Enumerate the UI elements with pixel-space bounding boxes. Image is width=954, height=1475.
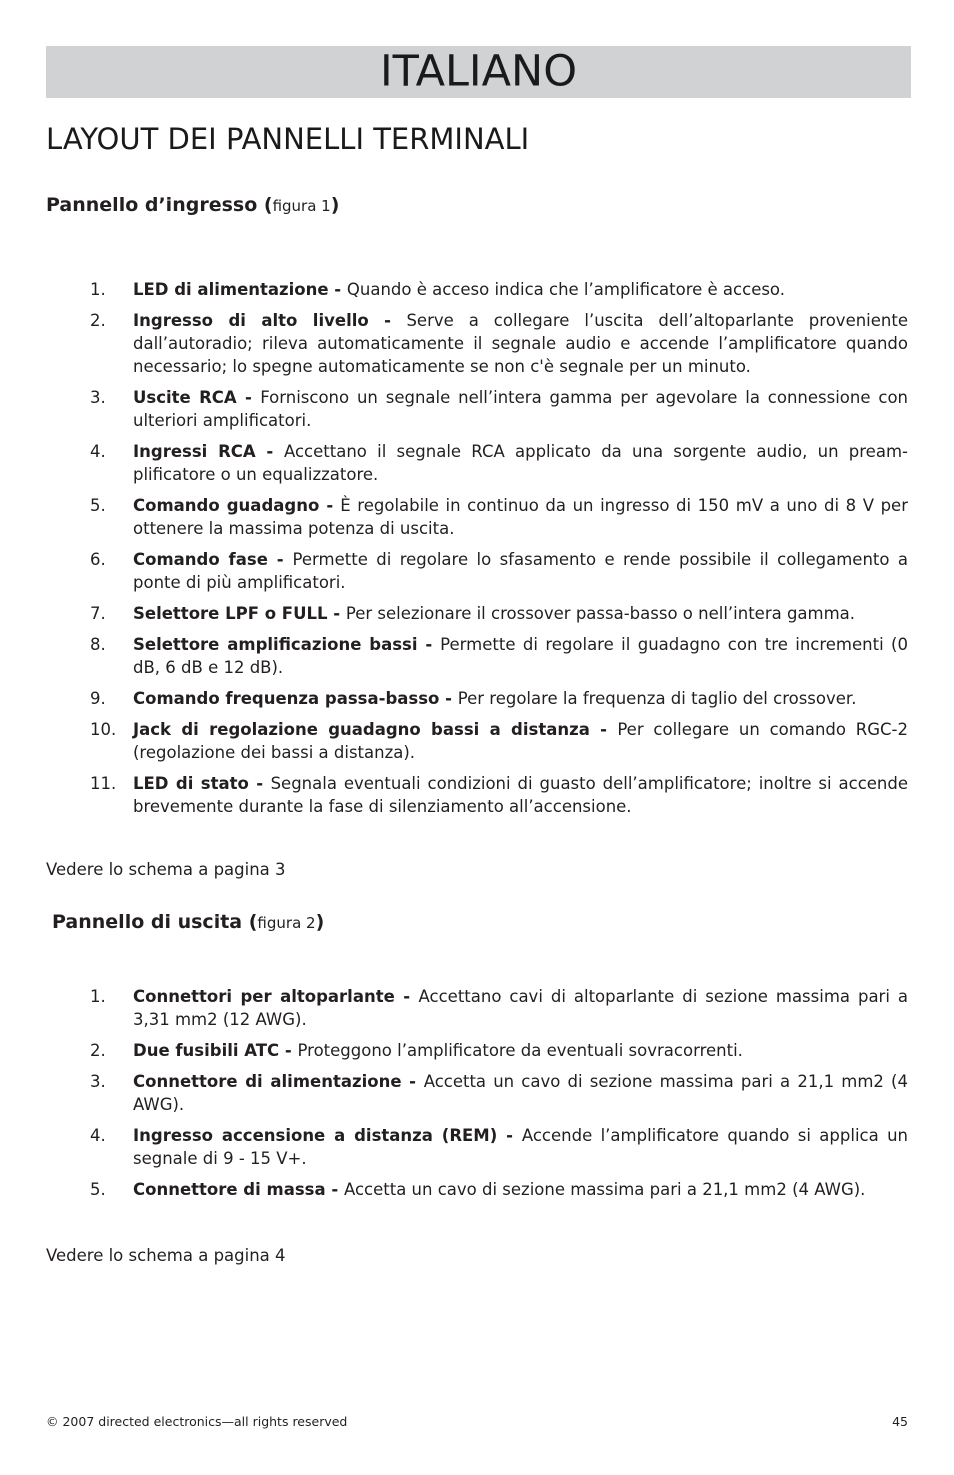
item-text: Permette di regolare il guadagno con tre incrementi (0 dB, 6 dB e 12 dB). (133, 635, 908, 677)
list-item (46, 772, 908, 818)
item-number: 5. (90, 1180, 106, 1199)
item-label: Comando fase - (133, 550, 293, 569)
page-title: LAYOUT DEI PANNELLI TERMINALI (46, 122, 530, 156)
item-text: Accende l’amplificatore quando si applica un segnale di 9 - 15 V+. (133, 1126, 908, 1168)
item-text: È regolabile in continuo da un ingresso di 150 mV a uno di 8 V per ottenere la massima potenza di uscita. (133, 496, 908, 538)
item-label: Ingresso accensione a distanza (REM) - (133, 1126, 522, 1145)
list-item (46, 602, 908, 625)
item-text: Accetta un cavo di sezione massima pari a 21,1 mm2 (4 AWG). (343, 1180, 866, 1199)
list-item (46, 1070, 908, 1116)
list-item (46, 494, 908, 540)
item-label: Connettore di massa - (133, 1180, 344, 1199)
item-text: Proteggono l’amplificatore da eventuali sovracorrenti. (297, 1041, 743, 1060)
item-number: 1. (90, 280, 106, 299)
item-label: Ingressi RCA - (133, 442, 284, 461)
output-panel-title-text: Pannello di uscita ( (52, 911, 258, 933)
item-label: LED di stato - (133, 774, 271, 793)
output-panel-title (52, 911, 324, 934)
item-label: Due fusibili ATC - (133, 1041, 298, 1060)
item-label: Comando guadagno - (133, 496, 341, 515)
list-item (46, 309, 908, 378)
list-item (46, 687, 908, 710)
input-panel-title-close: ) (330, 194, 340, 216)
item-number: 6. (90, 550, 106, 569)
list-item (46, 1178, 908, 1201)
output-panel-list (46, 985, 908, 1201)
item-number: 2. (90, 1041, 106, 1060)
item-text: Forniscono un segnale nell’intera gamma per agevolare la connessione con ulteriori amplificatori. (133, 388, 908, 430)
item-number: 4. (90, 442, 106, 461)
item-label: Connettore di alimentazione - (133, 1072, 424, 1091)
list-item (46, 278, 908, 301)
output-panel-title-close: ) (315, 911, 325, 933)
item-number: 9. (90, 689, 106, 708)
item-label: LED di alimentazione - (133, 280, 347, 299)
item-number: 1. (90, 987, 106, 1006)
item-text: Per regolare la frequenza di taglio del crossover. (457, 689, 857, 708)
item-label: Ingresso di alto livello - (133, 311, 407, 330)
item-number: 3. (90, 388, 106, 407)
banner-title: ITALIANO (379, 46, 578, 97)
item-text: Per collegare un comando RGC-2 (regolazione dei bassi a distanza). (133, 720, 909, 762)
item-label: Jack di regolazione guadagno bassi a distanza - (133, 720, 618, 739)
item-text: Per selezionare il crossover passa-basso o nell’intera gamma. (345, 604, 856, 623)
item-number: 5. (90, 496, 106, 515)
list-item (46, 548, 908, 594)
item-number: 2. (90, 311, 106, 330)
item-text: Quando è acceso indica che l’amplificatore è acceso. (346, 280, 785, 299)
list-item (46, 718, 908, 764)
item-label: Connettori per altoparlante - (133, 987, 419, 1006)
item-label: Selettore amplificazione bassi - (133, 635, 441, 654)
item-number: 7. (90, 604, 106, 623)
item-label: Selettore LPF o FULL - (133, 604, 346, 623)
item-text: Accetta un cavo di sezione massima pari a 21,1 mm2 (4 AWG). (133, 1072, 908, 1114)
item-number: 8. (90, 635, 106, 654)
input-panel-title-text: Pannello d’ingresso ( (46, 194, 273, 216)
list-item (46, 985, 908, 1031)
list-item (46, 386, 908, 432)
item-label: Comando frequenza passa-basso - (133, 689, 458, 708)
list-item (46, 1124, 908, 1170)
item-text: Accettano cavi di altoparlante di sezione massima pari a 3,31 mm2 (12 AWG). (133, 987, 908, 1029)
list-item (46, 633, 908, 679)
item-text: Permette di regolare lo sfasamento e rende possibile il collegamento a ponte di più amplificatori. (133, 550, 908, 592)
input-panel-title (46, 194, 339, 217)
item-text: Accettano il segnale RCA applicato da una sorgente audio, un preamplificatore o un equalizzatore. (133, 442, 908, 484)
item-number: 10. (90, 720, 117, 739)
list-item (46, 1039, 908, 1062)
page-number: 45 (892, 1414, 908, 1429)
item-label: Uscite RCA - (133, 388, 261, 407)
output-panel-note: Vedere lo schema a pagina 4 (46, 1246, 286, 1265)
item-text: Segnala eventuali condizioni di guasto dell’amplificatore; inoltre si accende brevemente durante la fase di silenziamento all’accensione. (133, 774, 908, 816)
input-panel-note: Vedere lo schema a pagina 3 (46, 860, 286, 879)
item-number: 11. (90, 774, 117, 793)
input-panel-list (46, 278, 908, 818)
output-panel-figure-ref: figura 2 (257, 914, 316, 932)
footer-copyright: © 2007 directed electronics—all rights reserved (46, 1414, 348, 1429)
item-number: 4. (90, 1126, 106, 1145)
input-panel-figure-ref: figura 1 (272, 197, 331, 215)
item-text: Serve a collegare l’uscita dell’altoparlante proveniente dall’autoradio; rileva automaticamente il segnale audio e accende l’amplificatore quando necessario; lo spegne automaticamente se non c'è segnale per un minuto. (133, 311, 908, 376)
list-item (46, 440, 908, 486)
language-banner (46, 46, 911, 98)
item-number: 3. (90, 1072, 106, 1091)
